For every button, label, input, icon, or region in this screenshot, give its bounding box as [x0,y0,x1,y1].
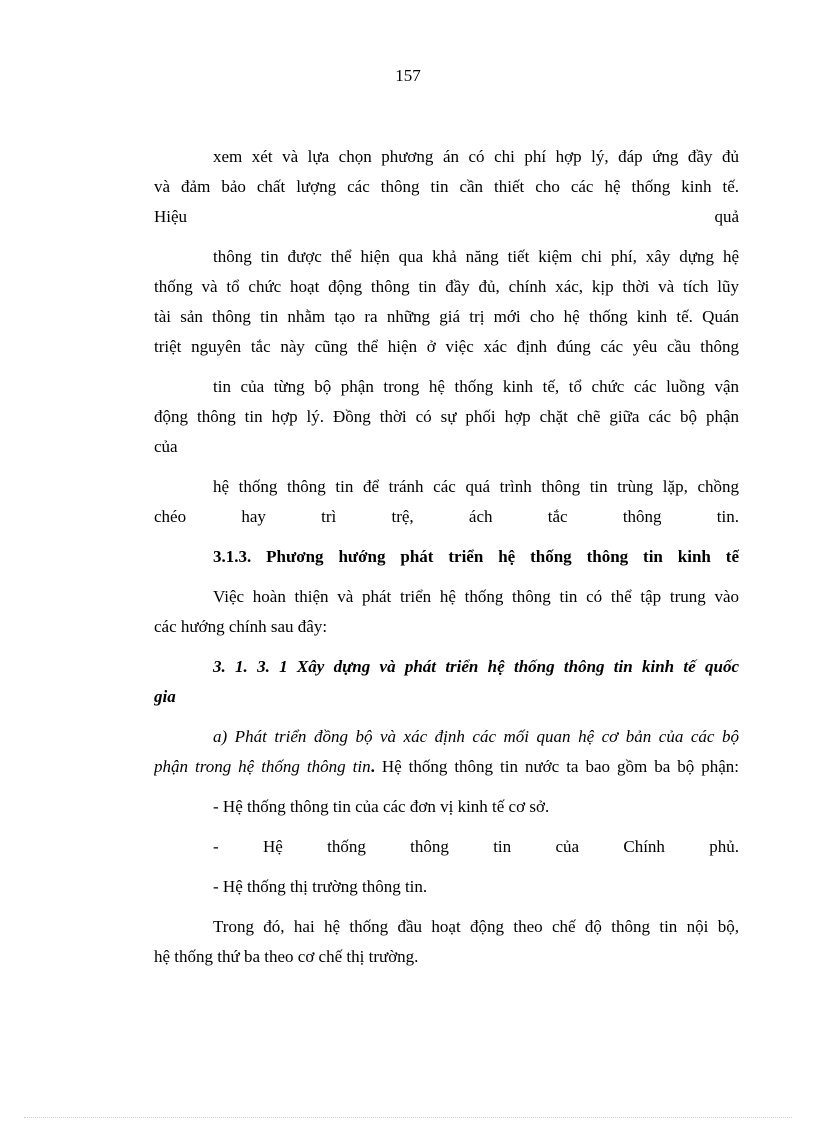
page-number: 157 [395,66,421,85]
paragraph-line: triệt nguyên tắc này cũng thể hiện ở việc xác định đúng các yêu cầu thông [154,337,739,356]
paragraph-line: tin của từng bộ phận trong hệ thống kinh tế, tổ chức các luồng vận [213,377,739,396]
paragraph-line: Việc hoàn thiện và phát triển hệ thống thông tin có thể tập trung vào [213,587,739,606]
paragraph-line: chéo hay trì trệ, ách tắc thông tin. [154,507,739,526]
paragraph-line: thông tin được thể hiện qua khả năng tiết kiệm chi phí, xây dựng hệ [213,247,739,266]
paragraph-line [154,752,739,782]
paragraph-line: thống và tổ chức hoạt động thông tin đầy đủ, chính xác, kịp thời và tích lũy [154,277,739,296]
page-bottom-border [24,1117,792,1118]
paragraph-line: các hướng chính sau đây: [154,617,328,636]
paragraph-line: hệ thống thông tin để tránh các quá trình thông tin trùng lặp, chồng [213,477,739,496]
list-item: - Hệ thống thông tin của Chính phủ. [213,837,739,856]
paragraph-line: xem xét và lựa chọn phương án có chi phí hợp lý, đáp ứng đầy đủ [213,147,739,166]
paragraph-line [154,202,739,232]
subsection-heading: gia [154,687,176,706]
paragraph-line: của [154,437,178,456]
paragraph-line: hệ thống thứ ba theo cơ chế thị trường. [154,947,419,966]
text-run: Hệ thống thông tin nước ta bao gồm ba bộ phận: [374,757,739,776]
paragraph-line: a) Phát triển đồng bộ và xác định các mối quan hệ cơ bản của các bộ [213,727,739,746]
paragraph-line: và đảm bảo chất lượng các thông tin cần thiết cho các hệ thống kinh tế. [154,177,739,196]
paragraph-line: tài sản thông tin nhằm tạo ra những giá trị mới cho hệ thống kinh tế. Quán [154,307,739,326]
bold-dot: . [370,757,375,776]
italic-phrase: phận trong hệ thống thông tin [154,757,371,776]
subsection-heading: 3. 1. 3. 1 Xây dựng và phát triển hệ thống thông tin kinh tế quốc [213,657,739,676]
paragraph-line: Trong đó, hai hệ thống đầu hoạt động theo chế độ thông tin nội bộ, [213,917,739,936]
paragraph-line: động thông tin hợp lý. Đồng thời có sự phối hợp chặt chẽ giữa các bộ phận [154,407,739,426]
word: Hiệu [154,207,188,226]
word: quả [714,207,739,226]
list-item: - Hệ thống thông tin của các đơn vị kinh tế cơ sở. [213,797,550,816]
page-body [154,142,739,972]
section-heading: 3.1.3. Phương hướng phát triển hệ thống thông tin kinh tế [213,547,739,566]
list-item: - Hệ thống thị trường thông tin. [213,877,428,896]
